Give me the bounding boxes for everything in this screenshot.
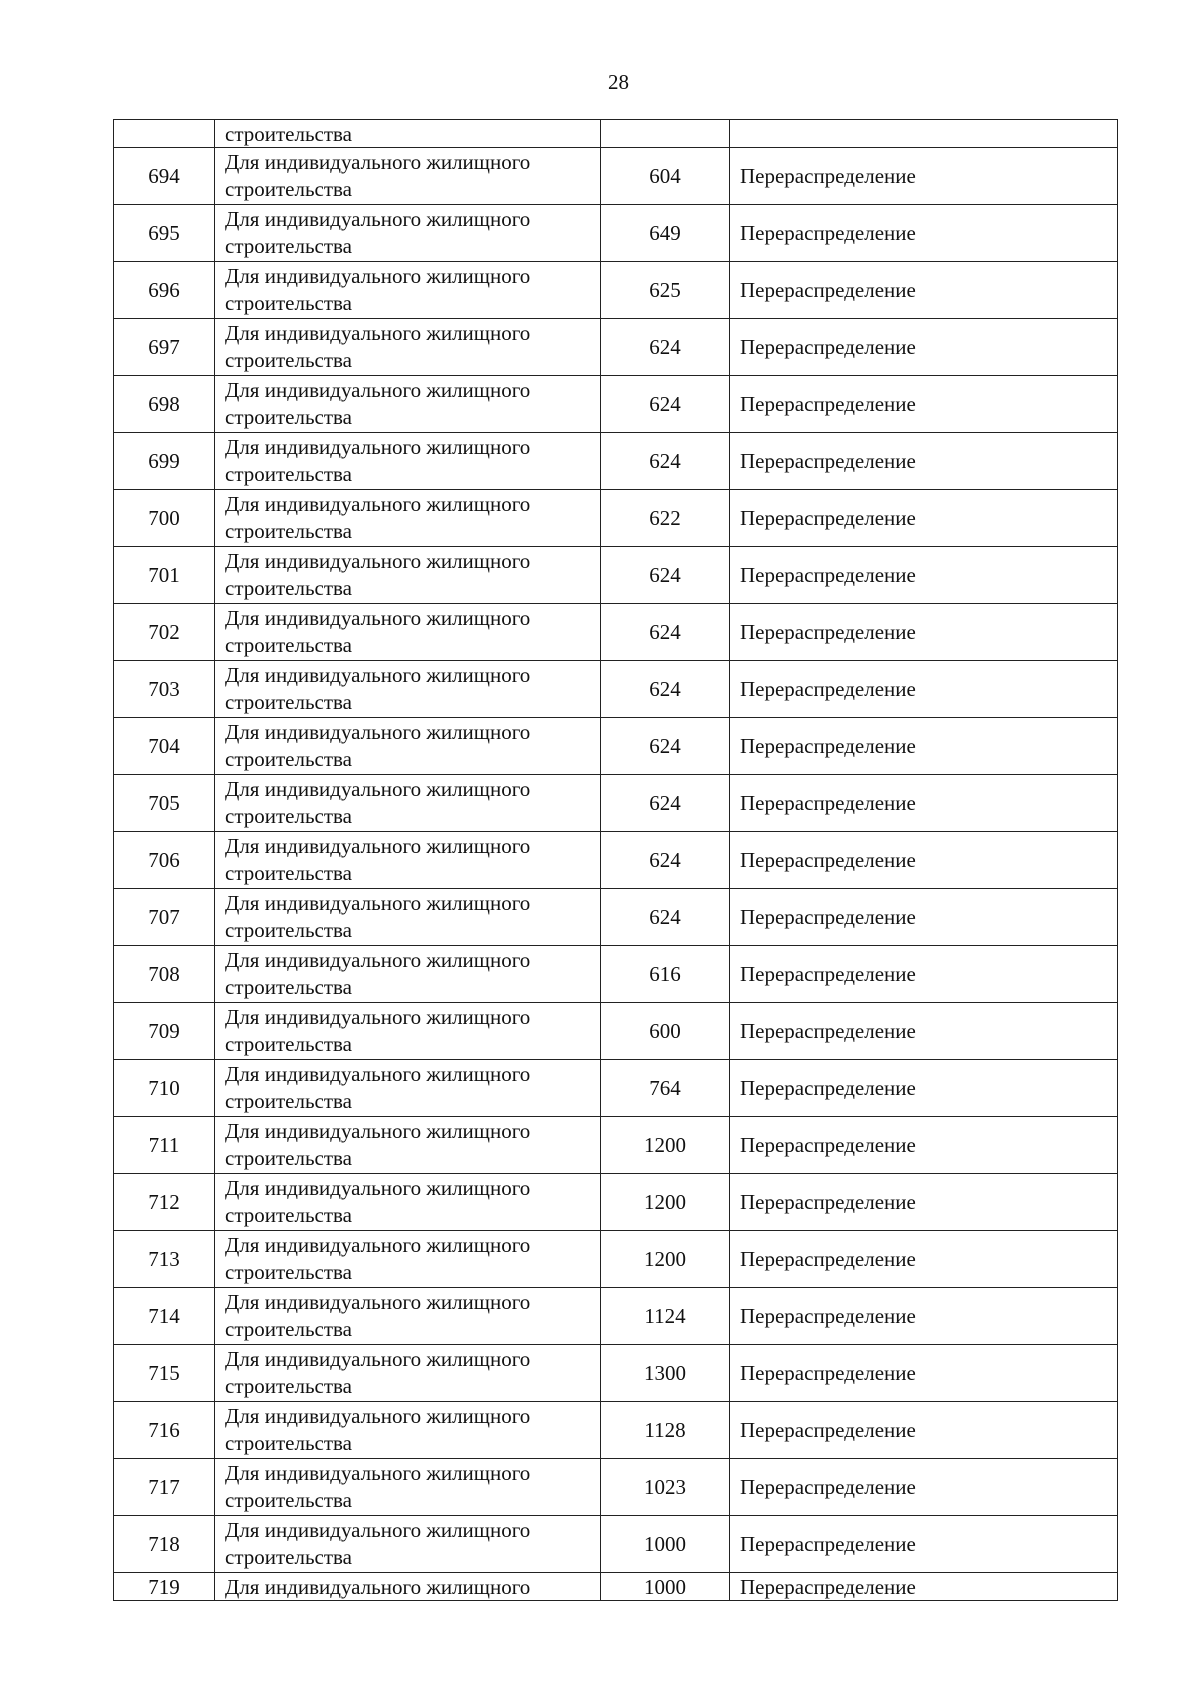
area-cell: 624 bbox=[601, 775, 730, 832]
table-row bbox=[114, 262, 1118, 319]
basis-cell: Перераспределение bbox=[730, 376, 1118, 433]
basis-cell: Перераспределение bbox=[730, 1117, 1118, 1174]
table-row bbox=[114, 120, 1118, 148]
area-cell: 1200 bbox=[601, 1174, 730, 1231]
table-row bbox=[114, 319, 1118, 376]
area-cell: 624 bbox=[601, 319, 730, 376]
basis-cell: Перераспределение bbox=[730, 148, 1118, 205]
permitted-use-cell: Для индивидуального жилищного строительства bbox=[215, 1402, 601, 1459]
area-cell: 1200 bbox=[601, 1231, 730, 1288]
basis-cell: Перераспределение bbox=[730, 604, 1118, 661]
permitted-use-cell: Для индивидуального жилищного строительства bbox=[215, 490, 601, 547]
table-row bbox=[114, 490, 1118, 547]
table-row bbox=[114, 946, 1118, 1003]
row-number-cell: 706 bbox=[114, 832, 215, 889]
table-row bbox=[114, 832, 1118, 889]
table-row bbox=[114, 547, 1118, 604]
row-number-cell: 717 bbox=[114, 1459, 215, 1516]
permitted-use-cell: Для индивидуального жилищного строительства bbox=[215, 775, 601, 832]
row-number-cell: 713 bbox=[114, 1231, 215, 1288]
permitted-use-cell: Для индивидуального жилищного строительства bbox=[215, 1060, 601, 1117]
area-cell: 764 bbox=[601, 1060, 730, 1117]
row-number-cell: 698 bbox=[114, 376, 215, 433]
basis-cell: Перераспределение bbox=[730, 1231, 1118, 1288]
permitted-use-cell: Для индивидуального жилищного строительства bbox=[215, 946, 601, 1003]
area-cell: 1300 bbox=[601, 1345, 730, 1402]
row-number-cell: 718 bbox=[114, 1516, 215, 1573]
permitted-use-cell: Для индивидуального жилищного строительства bbox=[215, 1174, 601, 1231]
row-number-cell: 709 bbox=[114, 1003, 215, 1060]
area-cell bbox=[601, 120, 730, 148]
basis-cell: Перераспределение bbox=[730, 490, 1118, 547]
permitted-use-cell: Для индивидуального жилищного строительства bbox=[215, 376, 601, 433]
permitted-use-cell: Для индивидуального жилищного строительства bbox=[215, 1288, 601, 1345]
permitted-use-cell: Для индивидуального жилищного строительства bbox=[215, 148, 601, 205]
row-number-cell: 699 bbox=[114, 433, 215, 490]
area-cell: 1128 bbox=[601, 1402, 730, 1459]
row-number-cell: 715 bbox=[114, 1345, 215, 1402]
table-row bbox=[114, 1174, 1118, 1231]
table-row bbox=[114, 1231, 1118, 1288]
area-cell: 625 bbox=[601, 262, 730, 319]
basis-cell: Перераспределение bbox=[730, 832, 1118, 889]
table-row bbox=[114, 661, 1118, 718]
permitted-use-cell: Для индивидуального жилищного строительства bbox=[215, 1459, 601, 1516]
row-number-cell bbox=[114, 120, 215, 148]
basis-cell: Перераспределение bbox=[730, 889, 1118, 946]
row-number-cell: 704 bbox=[114, 718, 215, 775]
table-row bbox=[114, 1117, 1118, 1174]
basis-cell: Перераспределение bbox=[730, 1060, 1118, 1117]
row-number-cell: 708 bbox=[114, 946, 215, 1003]
row-number-cell: 701 bbox=[114, 547, 215, 604]
row-number-cell: 697 bbox=[114, 319, 215, 376]
permitted-use-cell: Для индивидуального жилищного строительства bbox=[215, 262, 601, 319]
row-number-cell: 711 bbox=[114, 1117, 215, 1174]
basis-cell: Перераспределение bbox=[730, 319, 1118, 376]
row-number-cell: 696 bbox=[114, 262, 215, 319]
table-row bbox=[114, 718, 1118, 775]
table-row bbox=[114, 1003, 1118, 1060]
permitted-use-cell: строительства bbox=[215, 120, 601, 148]
area-cell: 1124 bbox=[601, 1288, 730, 1345]
table-row bbox=[114, 1573, 1118, 1601]
basis-cell: Перераспределение bbox=[730, 1174, 1118, 1231]
permitted-use-cell: Для индивидуального жилищного строительства bbox=[215, 205, 601, 262]
area-cell: 624 bbox=[601, 889, 730, 946]
basis-cell: Перераспределение bbox=[730, 205, 1118, 262]
table-row bbox=[114, 1402, 1118, 1459]
row-number-cell: 702 bbox=[114, 604, 215, 661]
row-number-cell: 714 bbox=[114, 1288, 215, 1345]
basis-cell: Перераспределение bbox=[730, 1573, 1118, 1601]
row-number-cell: 705 bbox=[114, 775, 215, 832]
table-row bbox=[114, 433, 1118, 490]
table-row bbox=[114, 1516, 1118, 1573]
basis-cell: Перераспределение bbox=[730, 1345, 1118, 1402]
row-number-cell: 716 bbox=[114, 1402, 215, 1459]
area-cell: 624 bbox=[601, 718, 730, 775]
basis-cell: Перераспределение bbox=[730, 547, 1118, 604]
basis-cell: Перераспределение bbox=[730, 1288, 1118, 1345]
row-number-cell: 695 bbox=[114, 205, 215, 262]
permitted-use-cell: Для индивидуального жилищного строительства bbox=[215, 718, 601, 775]
permitted-use-cell: Для индивидуального жилищного строительства bbox=[215, 1516, 601, 1573]
table-row bbox=[114, 205, 1118, 262]
area-cell: 1023 bbox=[601, 1459, 730, 1516]
basis-cell: Перераспределение bbox=[730, 946, 1118, 1003]
area-cell: 1200 bbox=[601, 1117, 730, 1174]
table-row bbox=[114, 604, 1118, 661]
area-cell: 624 bbox=[601, 547, 730, 604]
area-cell: 616 bbox=[601, 946, 730, 1003]
table-row bbox=[114, 1459, 1118, 1516]
row-number-cell: 710 bbox=[114, 1060, 215, 1117]
permitted-use-cell: Для индивидуального жилищного строительства bbox=[215, 1345, 601, 1402]
table-row bbox=[114, 889, 1118, 946]
table-row bbox=[114, 1345, 1118, 1402]
area-cell: 1000 bbox=[601, 1573, 730, 1601]
basis-cell: Перераспределение bbox=[730, 262, 1118, 319]
area-cell: 600 bbox=[601, 1003, 730, 1060]
table-row bbox=[114, 376, 1118, 433]
permitted-use-cell: Для индивидуального жилищного bbox=[215, 1573, 601, 1601]
table-body bbox=[114, 120, 1118, 1601]
permitted-use-cell: Для индивидуального жилищного строительства bbox=[215, 661, 601, 718]
basis-cell: Перераспределение bbox=[730, 1459, 1118, 1516]
basis-cell: Перераспределение bbox=[730, 433, 1118, 490]
permitted-use-cell: Для индивидуального жилищного строительства bbox=[215, 319, 601, 376]
area-cell: 624 bbox=[601, 661, 730, 718]
row-number-cell: 707 bbox=[114, 889, 215, 946]
area-cell: 604 bbox=[601, 148, 730, 205]
row-number-cell: 694 bbox=[114, 148, 215, 205]
area-cell: 1000 bbox=[601, 1516, 730, 1573]
row-number-cell: 719 bbox=[114, 1573, 215, 1601]
basis-cell: Перераспределение bbox=[730, 775, 1118, 832]
permitted-use-cell: Для индивидуального жилищного строительства bbox=[215, 547, 601, 604]
table-row bbox=[114, 1288, 1118, 1345]
basis-cell: Перераспределение bbox=[730, 1003, 1118, 1060]
permitted-use-cell: Для индивидуального жилищного строительства bbox=[215, 1003, 601, 1060]
basis-cell: Перераспределение bbox=[730, 1402, 1118, 1459]
permitted-use-cell: Для индивидуального жилищного строительства bbox=[215, 832, 601, 889]
row-number-cell: 712 bbox=[114, 1174, 215, 1231]
row-number-cell: 703 bbox=[114, 661, 215, 718]
land-plots-table bbox=[113, 119, 1118, 1601]
basis-cell: Перераспределение bbox=[730, 1516, 1118, 1573]
area-cell: 624 bbox=[601, 604, 730, 661]
table-row bbox=[114, 775, 1118, 832]
permitted-use-cell: Для индивидуального жилищного строительства bbox=[215, 1117, 601, 1174]
basis-cell bbox=[730, 120, 1118, 148]
table-row bbox=[114, 1060, 1118, 1117]
permitted-use-cell: Для индивидуального жилищного строительства bbox=[215, 604, 601, 661]
permitted-use-cell: Для индивидуального жилищного строительства bbox=[215, 1231, 601, 1288]
basis-cell: Перераспределение bbox=[730, 718, 1118, 775]
area-cell: 624 bbox=[601, 433, 730, 490]
area-cell: 624 bbox=[601, 832, 730, 889]
page-number: 28 bbox=[608, 70, 629, 94]
table-row bbox=[114, 148, 1118, 205]
permitted-use-cell: Для индивидуального жилищного строительства bbox=[215, 889, 601, 946]
permitted-use-cell: Для индивидуального жилищного строительства bbox=[215, 433, 601, 490]
area-cell: 622 bbox=[601, 490, 730, 547]
area-cell: 649 bbox=[601, 205, 730, 262]
row-number-cell: 700 bbox=[114, 490, 215, 547]
basis-cell: Перераспределение bbox=[730, 661, 1118, 718]
area-cell: 624 bbox=[601, 376, 730, 433]
